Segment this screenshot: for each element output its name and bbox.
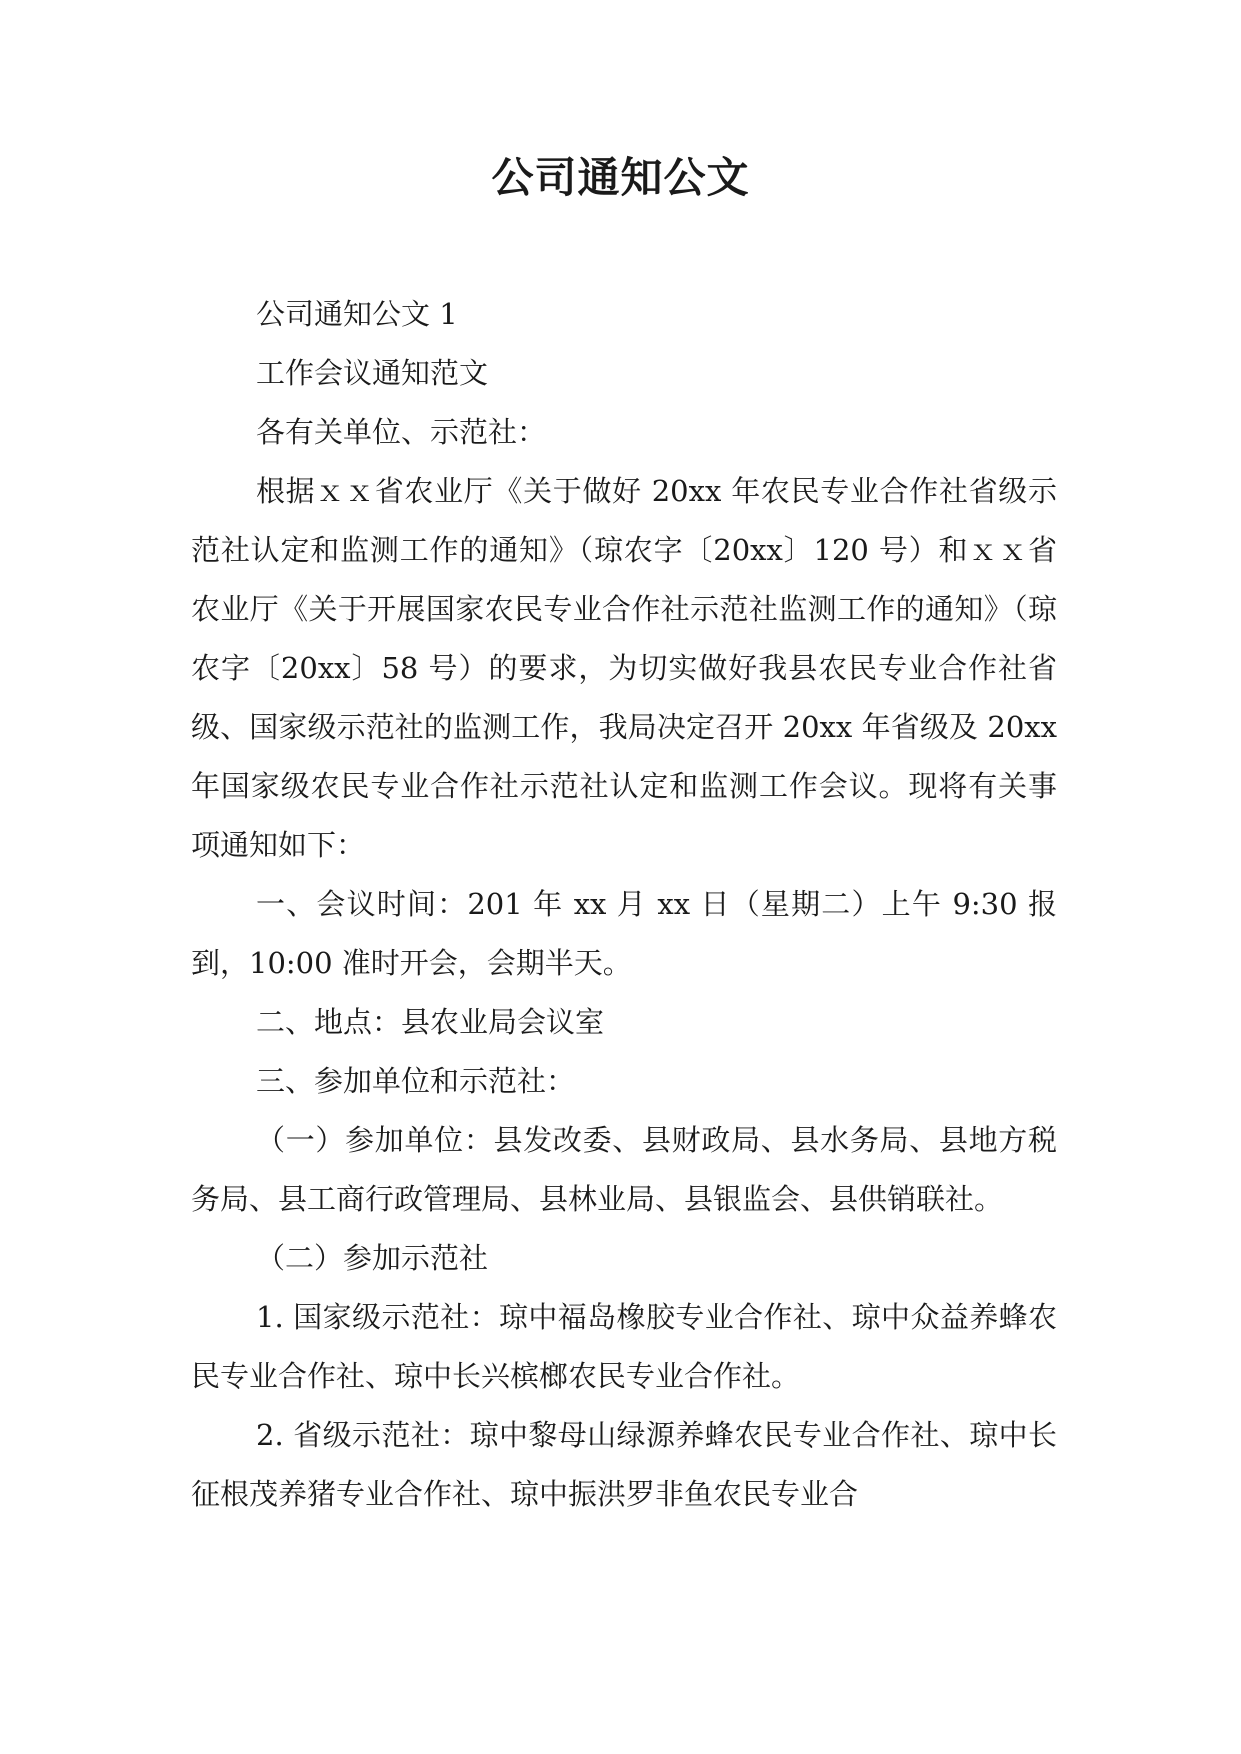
demonstration-coops-heading: （二）参加示范社 — [256, 1241, 489, 1275]
salutation: 各有关单位、示范社： — [256, 415, 547, 449]
document-title: 公司通知公文 — [491, 153, 750, 202]
intro-paragraph: 根据ｘｘ省农业厅《关于做好 20xx 年农民专业合作社省级示范社认定和监测工作的通知》（琼农字〔20xx〕120 号）和ｘｘ省农业厅《关于开展国家农民专业合作社示范社监测工作的通知》（琼农字〔20xx〕58 号）的要求，为切实做好我县农民专业合作社省级、国家级示范社的监测工作，我局决定召开 20xx 年省级及 20xx 年国家级农民专业合作社示范社认定和监测工作会议。现将有关事项通知如下： — [191, 474, 1057, 862]
meeting-time-paragraph: 一、会议时间：201 年 xx 月 xx 日（星期二）上午 9:30 报到，10:00 准时开会，会期半天。 — [191, 887, 1057, 980]
national-coops-paragraph: 1. 国家级示范社：琼中福岛橡胶专业合作社、琼中众益养蜂农民专业合作社、琼中长兴槟榔农民专业合作社。 — [191, 1300, 1057, 1393]
notice-subtitle: 工作会议通知范文 — [256, 356, 489, 390]
document-body — [191, 285, 1057, 1524]
participating-units-paragraph: （一）参加单位：县发改委、县财政局、县水务局、县地方税务局、县工商行政管理局、县林业局、县银监会、县供销联社。 — [191, 1123, 1057, 1216]
provincial-coops-paragraph: 2. 省级示范社：琼中黎母山绿源养蜂农民专业合作社、琼中长征根茂养猪专业合作社、琼中振洪罗非鱼农民专业合 — [191, 1418, 1057, 1511]
meeting-location-paragraph: 二、地点：县农业局会议室 — [256, 1005, 605, 1039]
notice-number: 公司通知公文 1 — [256, 297, 458, 331]
participants-heading: 三、参加单位和示范社： — [256, 1064, 576, 1098]
